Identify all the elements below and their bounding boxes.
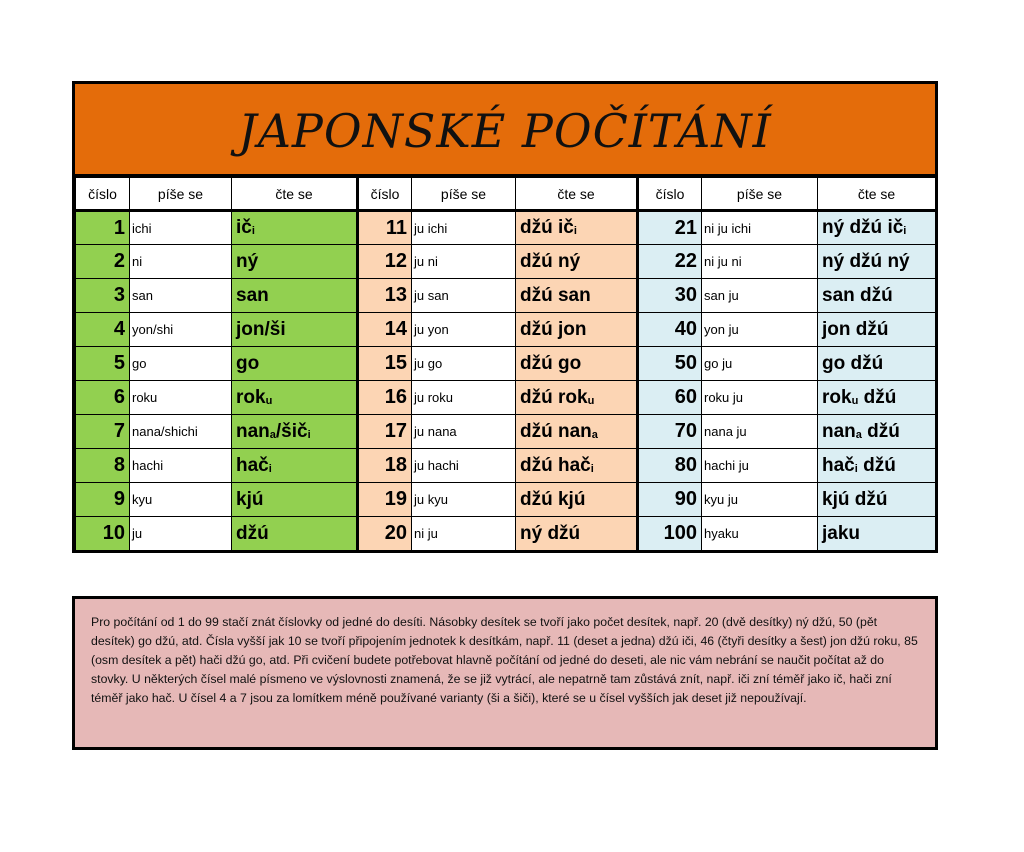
- explanation-text: Pro počítání od 1 do 99 stačí znát číslovky od jedné do desíti. Násobky desítek se tvoří jako počet desítek, např. 20 (dvě desítky) ný džú, 50 (pět desítek) go džú, atd. Čísla vyšší jak 10 se tvoří připojením jednotek k desítkám, např. 11 (deset a jedna) džú iči, 46 (čtyři desítky a šest) jon džú roku, 85 (osm desítek a pět) hači džú go, atd. Při cvičení budete potřebovat hlavně počítání od jedné do deseti, ale nic vám nebrání se naučit počítat až do stovky. U některých čísel malé písmeno ve výslovnosti znamená, že se již vytrácí, ale nepatrně tam zůstává znít, např. iči zní téměř jako ič, hači zní téměř jako hač. U čísel 4 a 7 jsou za lomítkem méně používané varianty (ši a šiči), které se u čísel vyšších jak deset již nepoužívají.: [91, 615, 918, 705]
- written-cell: roku: [130, 381, 232, 415]
- reading-text: san: [236, 284, 269, 306]
- faint-sound: i: [251, 225, 255, 237]
- reading-cell: [818, 347, 936, 381]
- reading-cell: [818, 449, 936, 483]
- reading-cell: [818, 415, 936, 449]
- reading-text: hač: [236, 454, 269, 476]
- number-cell: 20: [358, 517, 412, 551]
- faint-sound: a: [269, 428, 276, 441]
- written-cell: yon ju: [702, 313, 818, 347]
- reading-cell: [232, 415, 358, 449]
- faint-sound: a: [855, 428, 862, 441]
- reading-text: ič: [236, 217, 252, 238]
- reading-text: san džú: [822, 284, 893, 306]
- number-cell: 15: [358, 347, 412, 381]
- faint-sound: u: [587, 394, 595, 407]
- faint-sound: i: [307, 428, 311, 441]
- reading-text: džú go: [520, 352, 582, 374]
- reading-text: ný: [236, 250, 259, 272]
- faint-sound: u: [265, 394, 273, 407]
- written-cell: ju san: [412, 279, 516, 313]
- faint-sound: i: [854, 462, 858, 475]
- number-cell: 5: [76, 347, 130, 381]
- written-cell: ju yon: [412, 313, 516, 347]
- reading-cell: [232, 483, 358, 517]
- reading-text: ný džú ič: [822, 217, 904, 238]
- number-cell: 70: [638, 415, 702, 449]
- reading-cell: [232, 449, 358, 483]
- number-cell: 1: [76, 211, 130, 245]
- reading-cell: [232, 279, 358, 313]
- number-cell: 8: [76, 449, 130, 483]
- number-cell: 7: [76, 415, 130, 449]
- column-header: číslo: [358, 178, 412, 211]
- reading-text: go: [236, 352, 260, 374]
- reading-cell: [516, 381, 638, 415]
- faint-sound: i: [268, 462, 272, 475]
- reading-text: rok: [822, 386, 852, 408]
- number-cell: 3: [76, 279, 130, 313]
- reading-cell: [232, 347, 358, 381]
- reading-cell: [516, 211, 638, 245]
- written-cell: kyu ju: [702, 483, 818, 517]
- reading-cell: [232, 313, 358, 347]
- reading-text: džú nan: [520, 420, 592, 442]
- written-cell: ni ju ichi: [702, 211, 818, 245]
- table-row: [76, 347, 936, 381]
- written-cell: kyu: [130, 483, 232, 517]
- reading-cell: [516, 313, 638, 347]
- reading-text: džú: [857, 454, 896, 476]
- written-cell: ni: [130, 245, 232, 279]
- written-cell: ju kyu: [412, 483, 516, 517]
- column-header: číslo: [638, 178, 702, 211]
- number-cell: 6: [76, 381, 130, 415]
- reading-cell: [232, 517, 358, 551]
- reading-text: rok: [236, 386, 266, 408]
- reading-cell: [818, 517, 936, 551]
- reading-cell: [516, 245, 638, 279]
- reading-text: džú ič: [520, 217, 574, 238]
- title-bar: [75, 84, 935, 177]
- numbers-table: [75, 177, 936, 551]
- written-cell: hachi: [130, 449, 232, 483]
- reading-cell: [232, 381, 358, 415]
- reading-cell: [818, 313, 936, 347]
- faint-sound: a: [591, 428, 598, 441]
- number-cell: 2: [76, 245, 130, 279]
- written-cell: ichi: [130, 211, 232, 245]
- written-cell: nana/shichi: [130, 415, 232, 449]
- number-cell: 100: [638, 517, 702, 551]
- header-row: [76, 178, 936, 211]
- reading-cell: [818, 381, 936, 415]
- page-title: JAPONSKÉ POČÍTÁNÍ: [238, 104, 772, 158]
- number-cell: 11: [358, 211, 412, 245]
- faint-sound: u: [851, 394, 859, 407]
- written-cell: go ju: [702, 347, 818, 381]
- table-row: [76, 245, 936, 279]
- written-cell: ju go: [412, 347, 516, 381]
- written-cell: go: [130, 347, 232, 381]
- written-cell: ni ju: [412, 517, 516, 551]
- reading-cell: [818, 211, 936, 245]
- number-cell: 60: [638, 381, 702, 415]
- number-cell: 21: [638, 211, 702, 245]
- reading-cell: [818, 245, 936, 279]
- reading-text: džú san: [520, 284, 591, 306]
- column-header: číslo: [76, 178, 130, 211]
- written-cell: ju ni: [412, 245, 516, 279]
- written-cell: ju: [130, 517, 232, 551]
- number-cell: 90: [638, 483, 702, 517]
- reading-text: džú: [236, 522, 269, 544]
- table-row: [76, 415, 936, 449]
- column-header: čte se: [516, 178, 638, 211]
- reading-cell: [516, 279, 638, 313]
- reading-cell: [232, 211, 358, 245]
- numbers-table-frame: [72, 81, 938, 553]
- number-cell: 4: [76, 313, 130, 347]
- reading-cell: [516, 415, 638, 449]
- reading-text: džú: [858, 386, 897, 408]
- reading-text: džú kjú: [520, 488, 586, 510]
- written-cell: ju ichi: [412, 211, 516, 245]
- table-row: [76, 449, 936, 483]
- number-cell: 80: [638, 449, 702, 483]
- number-cell: 14: [358, 313, 412, 347]
- reading-cell: [516, 517, 638, 551]
- written-cell: san ju: [702, 279, 818, 313]
- number-cell: 13: [358, 279, 412, 313]
- number-cell: 22: [638, 245, 702, 279]
- reading-text: nan: [822, 420, 856, 442]
- reading-text: kjú džú: [822, 488, 888, 510]
- number-cell: 40: [638, 313, 702, 347]
- number-cell: 10: [76, 517, 130, 551]
- reading-text: džú rok: [520, 386, 588, 408]
- reading-text: ný džú ný: [822, 250, 910, 272]
- reading-cell: [516, 483, 638, 517]
- reading-text: džú: [861, 420, 900, 442]
- column-header: píše se: [412, 178, 516, 211]
- reading-text: džú hač: [520, 454, 591, 476]
- written-cell: nana ju: [702, 415, 818, 449]
- column-header: píše se: [702, 178, 818, 211]
- explanation-box: [72, 596, 938, 750]
- column-header: čte se: [818, 178, 936, 211]
- faint-sound: i: [590, 462, 594, 475]
- written-cell: yon/shi: [130, 313, 232, 347]
- number-cell: 18: [358, 449, 412, 483]
- column-header: čte se: [232, 178, 358, 211]
- reading-text: ný džú: [520, 522, 581, 544]
- table-row: [76, 517, 936, 551]
- reading-text: go džú: [822, 352, 884, 374]
- written-cell: ju hachi: [412, 449, 516, 483]
- reading-text: kjú: [236, 488, 264, 510]
- number-cell: 17: [358, 415, 412, 449]
- reading-text: hač: [822, 454, 855, 476]
- written-cell: san: [130, 279, 232, 313]
- number-cell: 50: [638, 347, 702, 381]
- faint-sound: i: [573, 225, 577, 237]
- table-row: [76, 211, 936, 245]
- number-cell: 9: [76, 483, 130, 517]
- reading-text: /šič: [275, 420, 308, 442]
- table-row: [76, 483, 936, 517]
- written-cell: ju roku: [412, 381, 516, 415]
- reading-text: jon džú: [822, 318, 889, 340]
- reading-cell: [818, 483, 936, 517]
- number-cell: 19: [358, 483, 412, 517]
- column-header: píše se: [130, 178, 232, 211]
- number-cell: 16: [358, 381, 412, 415]
- reading-cell: [232, 245, 358, 279]
- faint-sound: i: [903, 225, 907, 237]
- reading-text: jaku: [822, 522, 861, 544]
- written-cell: hyaku: [702, 517, 818, 551]
- reading-text: džú jon: [520, 318, 587, 340]
- written-cell: ju nana: [412, 415, 516, 449]
- reading-text: džú ný: [520, 250, 581, 272]
- table-row: [76, 279, 936, 313]
- table-row: [76, 313, 936, 347]
- written-cell: hachi ju: [702, 449, 818, 483]
- reading-text: nan: [236, 420, 270, 442]
- reading-cell: [818, 279, 936, 313]
- number-cell: 30: [638, 279, 702, 313]
- number-cell: 12: [358, 245, 412, 279]
- reading-text: jon/ši: [236, 318, 286, 340]
- written-cell: roku ju: [702, 381, 818, 415]
- reading-cell: [516, 449, 638, 483]
- written-cell: ni ju ni: [702, 245, 818, 279]
- table-row: [76, 381, 936, 415]
- reading-cell: [516, 347, 638, 381]
